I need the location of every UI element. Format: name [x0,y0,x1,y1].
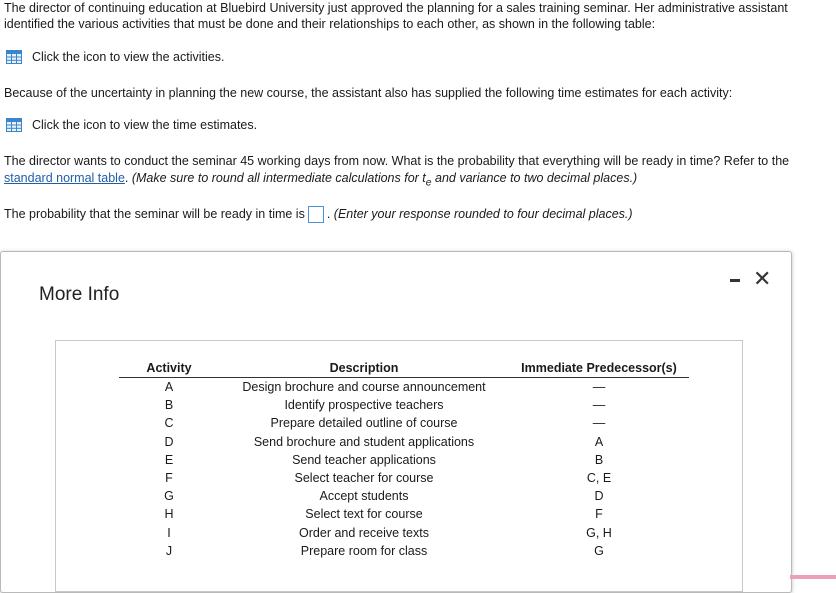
header-activity: Activity [119,358,219,378]
header-description: Description [219,358,509,378]
table-row: D Send brochure and student applications A [164,434,604,449]
activities-icon-row[interactable] [6,50,224,64]
more-info-dialog [0,251,792,593]
table-icon[interactable] [6,50,22,64]
close-icon[interactable]: ✕ [753,266,772,291]
table-header-row [119,358,689,378]
rounding-instruction: (Make sure to round all intermediate calculations for $t_e$ and variance to two decimal places.) [131,171,638,189]
answer-prefix: The probability that the seminar will be ready in time is [4,207,305,221]
intro-line-2: identified the various activities that must be done and their relationships to each other, as shown in the following table: [4,17,656,31]
table-row: H Select text for course F [164,507,603,522]
standard-normal-table-link[interactable]: standard normal table [4,171,125,185]
table-row: J Prepare room for class G [165,543,604,558]
minimize-icon[interactable] [730,279,740,282]
estimates-icon-row[interactable] [6,118,257,132]
uncertainty-line: Because of the uncertainty in planning the new course, the assistant also has supplied the following time estimates for each activity: [4,86,733,100]
icon1-label: Click the icon to view the activities. [32,50,225,64]
table-icon[interactable] [6,118,22,132]
table-row: A Design brochure and course announcement — [164,380,606,395]
icon2-label: Click the icon to view the time estimates. [32,118,258,132]
dialog-title: More Info [39,284,120,305]
header-predecessors: Immediate Predecessor(s) [509,358,689,378]
table-row: E Send teacher applications B [164,452,604,467]
table-row: B Identify prospective teachers — [164,398,606,413]
activities-table-frame [55,340,743,592]
answer-line: The probability that the seminar will be ready in time is . (Enter your response rounded to four decimal places.) [4,206,633,223]
scroll-accent [790,575,836,579]
table-row: G Accept students D [164,489,604,504]
intro-line-1: The director of continuing education at Bluebird University just approved the planning for a sales training seminar. Her administrative assistant [4,1,788,15]
answer-input[interactable] [308,206,324,223]
question-line-1: The director wants to conduct the seminar 45 working days from now. What is the probability that everything will be ready in time? Refer to the [4,154,790,168]
answer-hint: (Enter your response rounded to four decimal places.) [333,207,633,221]
activities-table [119,358,689,560]
table-row: F Select teacher for course C, E [165,471,612,486]
table-row: C Prepare detailed outline of course — [164,416,606,431]
question-line-2: standard normal table. (Make sure to round all intermediate calculations for $t_e$ and variance to two decimal places.) [4,171,638,189]
table-row: I Order and receive texts G, H [167,525,612,540]
